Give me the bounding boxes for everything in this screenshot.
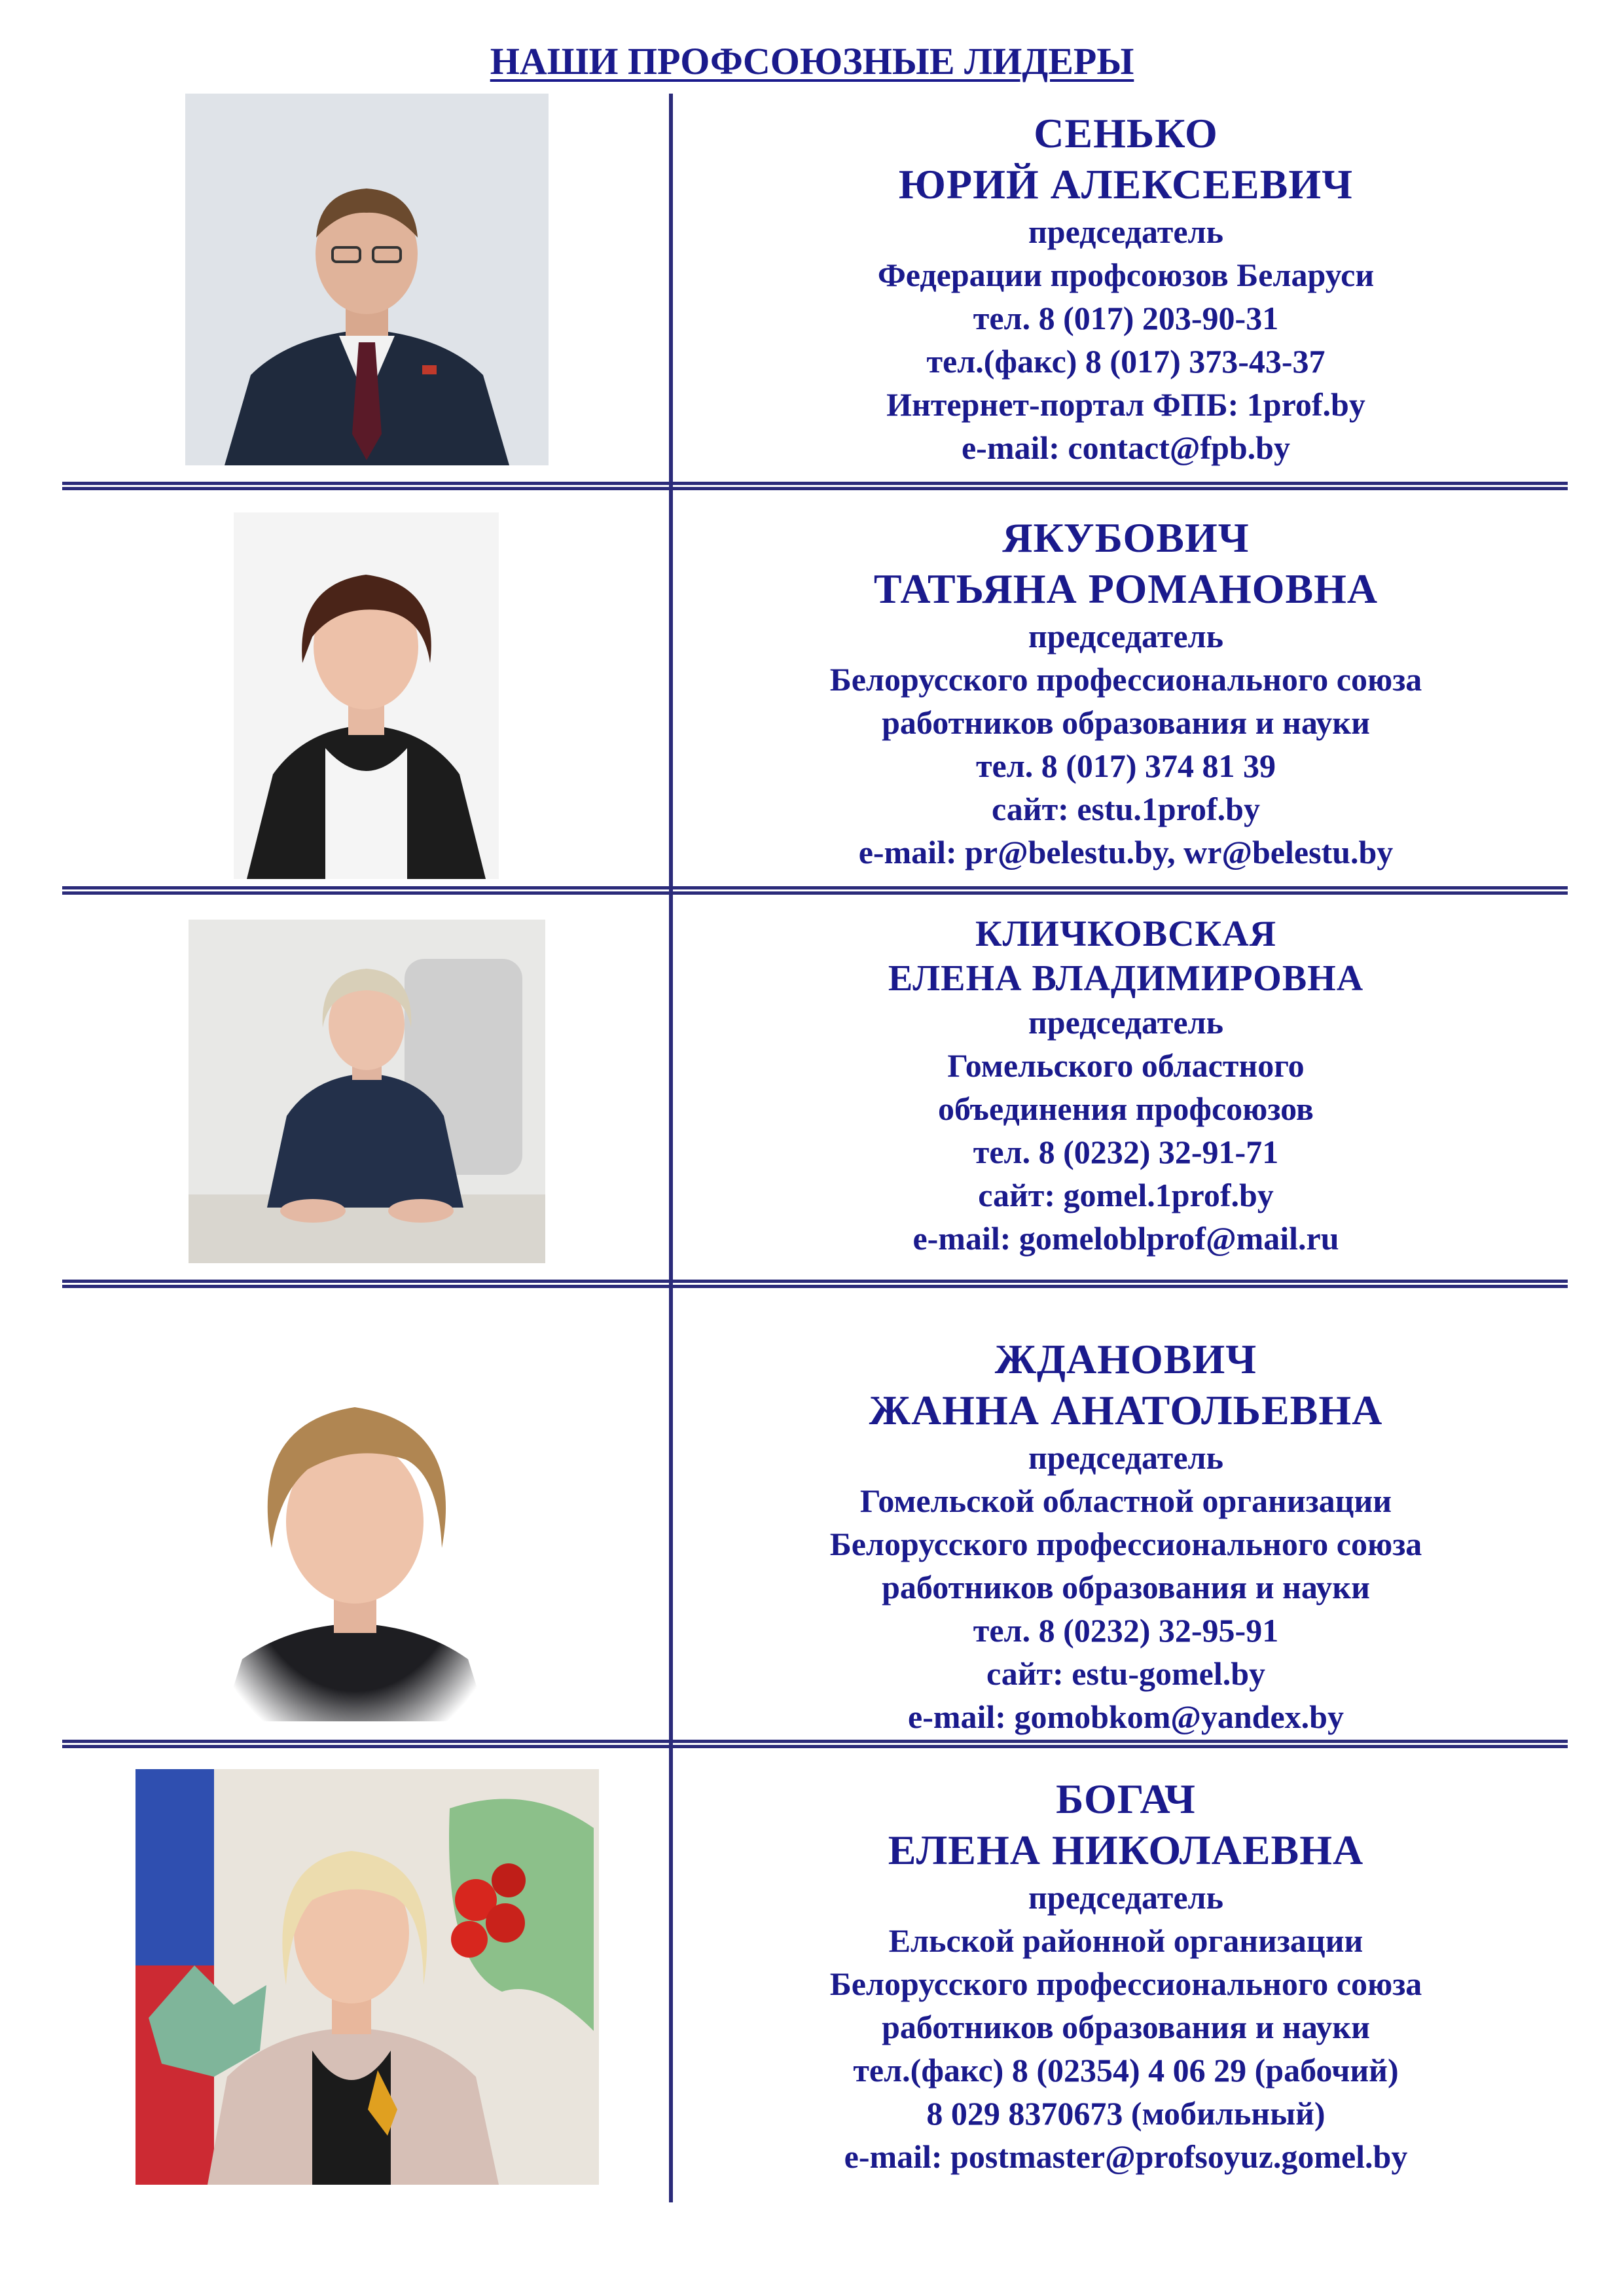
leader-organization: работников образования и науки: [882, 2009, 1370, 2045]
leader-given-name: ЕЛЕНА НИКОЛАЕВНА: [888, 1827, 1364, 1873]
leader-surname: ЯКУБОВИЧ: [1002, 514, 1250, 561]
leader-mobile: 8 029 8370673 (мобильный): [926, 2095, 1326, 2132]
leader-given-name: ЖАННА АНАТОЛЬЕВНА: [869, 1387, 1383, 1433]
leader-given-name: ТАТЬЯНА РОМАНОВНА: [873, 565, 1379, 612]
row-divider: [62, 886, 1568, 895]
leader-photo-1: [185, 94, 549, 465]
leader-phone: тел. 8 (017) 374 81 39: [975, 747, 1276, 784]
leader-card-5: [677, 1774, 1574, 2178]
leader-surname: БОГАЧ: [1056, 1776, 1196, 1822]
leader-fax: тел.(факс) 8 (017) 373-43-37: [926, 343, 1326, 380]
leader-phone: тел.(факс) 8 (02354) 4 06 29 (рабочий): [853, 2052, 1399, 2089]
leader-position: председатель: [1028, 1879, 1224, 1916]
leader-organization: Гомельской областной организации: [859, 1482, 1392, 1519]
leader-website: сайт: estu.1prof.by: [992, 791, 1260, 827]
leader-website: Интернет-портал ФПБ: 1prof.by: [886, 386, 1365, 423]
leader-position: председатель: [1028, 618, 1224, 655]
leader-card-2: [677, 512, 1574, 874]
leader-card-3: [677, 912, 1574, 1260]
vertical-divider: [669, 94, 673, 2202]
leader-organization: объединения профсоюзов: [938, 1090, 1314, 1127]
leader-phone: тел. 8 (017) 203-90-31: [973, 300, 1279, 336]
leader-website: сайт: gomel.1prof.by: [978, 1177, 1274, 1213]
leader-surname: СЕНЬКО: [1034, 110, 1218, 156]
leader-given-name: ЮРИЙ АЛЕКСЕЕВИЧ: [898, 161, 1354, 207]
leader-organization: Ельской районной организации: [888, 1922, 1363, 1959]
leader-card-4: [677, 1334, 1574, 1738]
leader-organization: Гомельского областного: [947, 1047, 1305, 1084]
leader-surname: ЖДАНОВИЧ: [994, 1336, 1257, 1382]
leader-organization: Белорусского профессионального союза: [829, 1965, 1422, 2002]
leader-organization: Белорусского профессионального союза: [829, 661, 1422, 698]
leader-email: e-mail: pr@belestu.by, wr@belestu.by: [858, 834, 1394, 870]
page-title: НАШИ ПРОФСОЮЗНЫЕ ЛИДЕРЫ: [490, 40, 1134, 82]
leader-phone: тел. 8 (0232) 32-91-71: [973, 1134, 1279, 1170]
leader-email: e-mail: contact@fpb.by: [961, 429, 1290, 466]
leader-position: председатель: [1028, 213, 1224, 250]
leader-photo-4: [216, 1345, 494, 1721]
leader-organization: Белорусского профессионального союза: [829, 1526, 1422, 1562]
leader-organization: работников образования и науки: [882, 704, 1370, 741]
row-divider: [62, 482, 1568, 490]
leader-photo-3: [189, 920, 545, 1263]
leader-email: e-mail: postmaster@profsoyuz.gomel.by: [844, 2138, 1408, 2175]
leader-position: председатель: [1028, 1004, 1224, 1041]
leader-organization: Федерации профсоюзов Беларуси: [877, 257, 1375, 293]
leader-email: e-mail: gomobkom@yandex.by: [908, 1698, 1344, 1735]
leader-card-1: [677, 108, 1574, 469]
leader-website: сайт: estu-gomel.by: [986, 1655, 1266, 1692]
row-divider: [62, 1280, 1568, 1288]
leader-surname: КЛИЧКОВСКАЯ: [975, 914, 1277, 954]
leader-phone: тел. 8 (0232) 32-95-91: [973, 1612, 1279, 1649]
leader-photo-5: [135, 1769, 599, 2185]
leader-given-name: ЕЛЕНА ВЛАДИМИРОВНА: [888, 958, 1364, 999]
row-divider: [62, 1740, 1568, 1748]
leader-email: e-mail: gomeloblprof@mail.ru: [912, 1220, 1339, 1257]
leader-organization: работников образования и науки: [882, 1569, 1370, 1605]
leader-position: председатель: [1028, 1439, 1224, 1476]
leader-photo-2: [234, 512, 499, 879]
